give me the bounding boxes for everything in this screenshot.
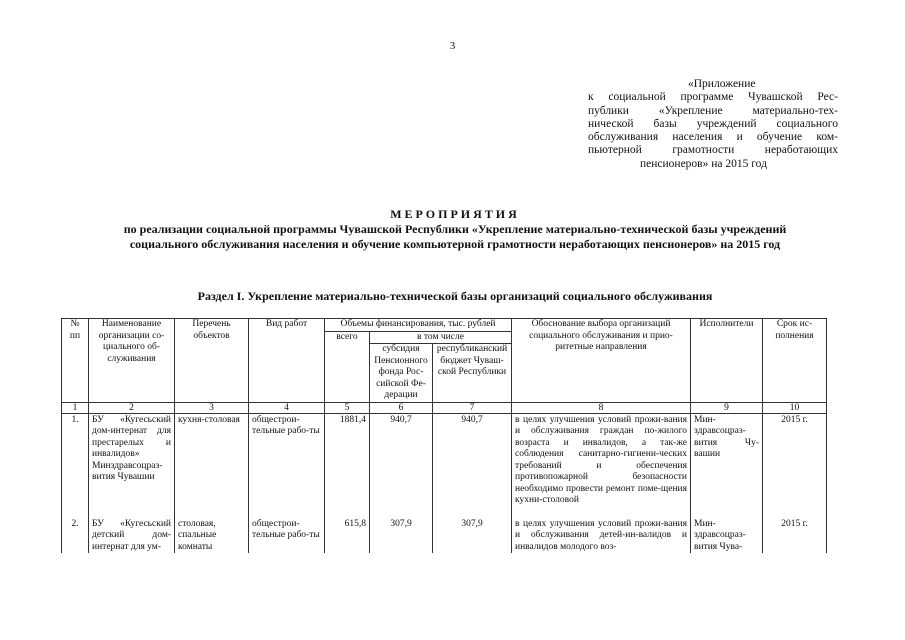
cell-work: общестрои-тельные рабо-ты: [249, 413, 325, 518]
header-budget: республиканский бюджет Чуваш-ской Республики: [433, 344, 512, 403]
cell-name: БУ «Кугесьский дом-интернат для престарелых и инвалидов» Минздравсоцраз-вития Чувашии: [89, 413, 175, 518]
column-number: 2: [89, 402, 175, 413]
appendix-line: пьютерной грамотности неработающих: [588, 144, 838, 157]
header-work: Вид работ: [249, 319, 325, 403]
appendix-line: пенсионеров» на 2015 год: [640, 157, 767, 170]
appendix-line: нической базы учреждений социального: [588, 117, 838, 130]
cell-budget: 940,7: [433, 413, 512, 518]
column-number: 7: [433, 402, 512, 413]
measures-table: [61, 318, 827, 553]
header-including: в том числе: [370, 331, 512, 344]
appendix-note: [588, 78, 838, 171]
appendix-line: «Приложение: [688, 78, 756, 90]
cell-justification: в целях улучшения условий прожи-вания и обслуживания детей-ин-валидов и инвалидов молодого воз-: [512, 518, 691, 554]
column-number: 1: [62, 402, 89, 413]
document-title: [60, 207, 850, 252]
header-deadline: Срок ис-полнения: [763, 319, 827, 403]
cell-subsidy: 307,9: [370, 518, 433, 554]
title-line-2: социального обслуживания населения и обучение компьютерной грамотности неработающих пенсионеров» на 2015 год: [129, 237, 781, 251]
appendix-line: публики «Укрепление материально-тех-: [588, 104, 838, 117]
appendix-line: обслуживания населения и обучение ком-: [588, 131, 838, 144]
cell-justification: в целях улучшения условий прожи-вания и обслуживания граждан по-жилого возраста и инвалидов, а так-же соблюдения санитарно-гигиени-ческих требований и обеспечения противопожарной безопасности необходимо провести ремонт поме-щения кухни-столовой: [512, 413, 691, 518]
column-number: 9: [691, 402, 763, 413]
table-row: [62, 413, 827, 518]
header-subsidy: субсидия Пенсионного фонда Рос-сийской Фе-дерации: [370, 344, 433, 403]
cell-total: 615,8: [325, 518, 370, 554]
cell-num: 1.: [62, 413, 89, 518]
header-funding: Объемы финансирования, тыс. рублей: [325, 319, 512, 332]
cell-deadline: 2015 г.: [763, 413, 827, 518]
section-title: Раздел I. Укрепление материально-технической базы организаций социального обслуживания: [197, 289, 713, 303]
title-line-1: по реализации социальной программы Чувашской Республики «Укрепление материально-технической базы учреждений: [123, 222, 787, 236]
header-executors: Исполнители: [691, 319, 763, 403]
cell-name: БУ «Кугесьский детский дом-интернат для ум-: [89, 518, 175, 554]
cell-subsidy: 940,7: [370, 413, 433, 518]
column-number: 6: [370, 402, 433, 413]
header-total: всего: [325, 331, 370, 402]
cell-executors: Мин-здравсоцраз-вития Чува-: [691, 518, 763, 554]
cell-executors: Мин-здравсоцраз-вития Чу-вашии: [691, 413, 763, 518]
header-objects: Перечень объектов: [175, 319, 249, 403]
table-row: [62, 518, 827, 554]
page-number: 3: [449, 40, 456, 52]
title-heading: МЕРОПРИЯТИЯ: [390, 207, 520, 221]
cell-objects: столовая, спальные комнаты: [175, 518, 249, 554]
cell-objects: кухня-столовая: [175, 413, 249, 518]
header-justification: Обоснование выбора организаций социального обслуживания и прио-ритетные направления: [512, 319, 691, 403]
cell-budget: 307,9: [433, 518, 512, 554]
header-name: Наименование организации со-циального об-служивания: [89, 319, 175, 403]
cell-work: общестрои-тельные рабо-ты: [249, 518, 325, 554]
cell-deadline: 2015 г.: [763, 518, 827, 554]
cell-total: 1881,4: [325, 413, 370, 518]
cell-num: 2.: [62, 518, 89, 554]
header-num: № пп: [62, 319, 89, 403]
column-number: 5: [325, 402, 370, 413]
column-number: 10: [763, 402, 827, 413]
appendix-line: к социальной программе Чувашской Рес-: [588, 91, 838, 104]
column-number: 4: [249, 402, 325, 413]
column-number: 3: [175, 402, 249, 413]
column-number: 8: [512, 402, 691, 413]
